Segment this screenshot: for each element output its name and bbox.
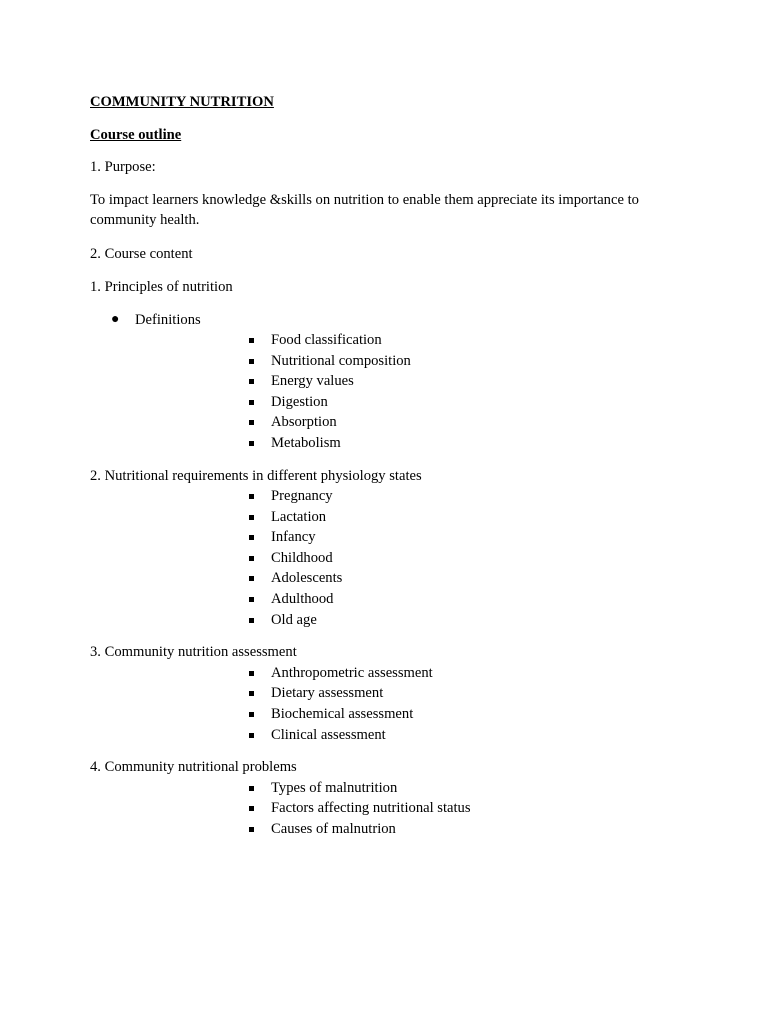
document-subtitle: Course outline: [90, 126, 182, 143]
square-bullet-icon: [249, 671, 254, 676]
list-item: Biochemical assessment: [90, 704, 690, 725]
document-page: [90, 92, 690, 839]
list-item: Digestion: [90, 392, 690, 413]
section-items-list: [90, 778, 690, 840]
list-item: Anthropometric assessment: [90, 663, 690, 684]
square-bullet-icon: [249, 576, 254, 581]
round-bullet-icon: ●: [111, 311, 120, 327]
list-item: Infancy: [90, 527, 690, 548]
list-item: Metabolism: [90, 433, 690, 454]
square-bullet-icon: [249, 597, 254, 602]
square-bullet-icon: [249, 806, 254, 811]
list-item: Clinical assessment: [90, 725, 690, 746]
list-item: Childhood: [90, 548, 690, 569]
square-bullet-icon: [249, 359, 254, 364]
list-item: Pregnancy: [90, 486, 690, 507]
purpose-heading: 1. Purpose:: [90, 159, 156, 175]
square-bullet-icon: [249, 379, 254, 384]
square-bullet-icon: [249, 441, 254, 446]
square-bullet-icon: [249, 691, 254, 696]
list-item: Old age: [90, 610, 690, 631]
square-bullet-icon: [249, 827, 254, 832]
purpose-text: To impact learners knowledge &skills on nutrition to enable them appreciate its importance to community health.: [90, 191, 639, 228]
square-bullet-icon: [249, 733, 254, 738]
list-item: Dietary assessment: [90, 683, 690, 704]
section-items-list: [90, 663, 690, 745]
list-item: Nutritional composition: [90, 351, 690, 372]
bullet-label: Definitions: [135, 311, 201, 328]
square-bullet-icon: [249, 338, 254, 343]
list-item: Adolescents: [90, 568, 690, 589]
list-item: Energy values: [90, 371, 690, 392]
list-item: Lactation: [90, 507, 690, 528]
square-bullet-icon: [249, 515, 254, 520]
list-item: Factors affecting nutritional status: [90, 798, 690, 819]
section-heading: 3. Community nutrition assessment: [90, 644, 297, 661]
square-bullet-icon: [249, 786, 254, 791]
section-heading: 2. Nutritional requirements in different physiology states: [90, 467, 422, 484]
section-heading: 1. Principles of nutrition: [90, 279, 233, 295]
section-heading: 4. Community nutritional problems: [90, 759, 297, 776]
list-item: Food classification: [90, 330, 690, 351]
square-bullet-icon: [249, 400, 254, 405]
square-bullet-icon: [249, 712, 254, 717]
square-bullet-icon: [249, 494, 254, 499]
list-item: Adulthood: [90, 589, 690, 610]
section-items-list: [90, 330, 690, 454]
document-title: COMMUNITY NUTRITION: [90, 94, 274, 110]
list-item: Causes of malnutrion: [90, 819, 690, 840]
section-items-list: [90, 486, 690, 630]
square-bullet-icon: [249, 535, 254, 540]
content-heading: 2. Course content: [90, 245, 193, 262]
definitions-bullet: [90, 310, 690, 331]
square-bullet-icon: [249, 420, 254, 425]
list-item: Types of malnutrition: [90, 778, 690, 799]
list-item: Absorption: [90, 412, 690, 433]
square-bullet-icon: [249, 556, 254, 561]
square-bullet-icon: [249, 618, 254, 623]
